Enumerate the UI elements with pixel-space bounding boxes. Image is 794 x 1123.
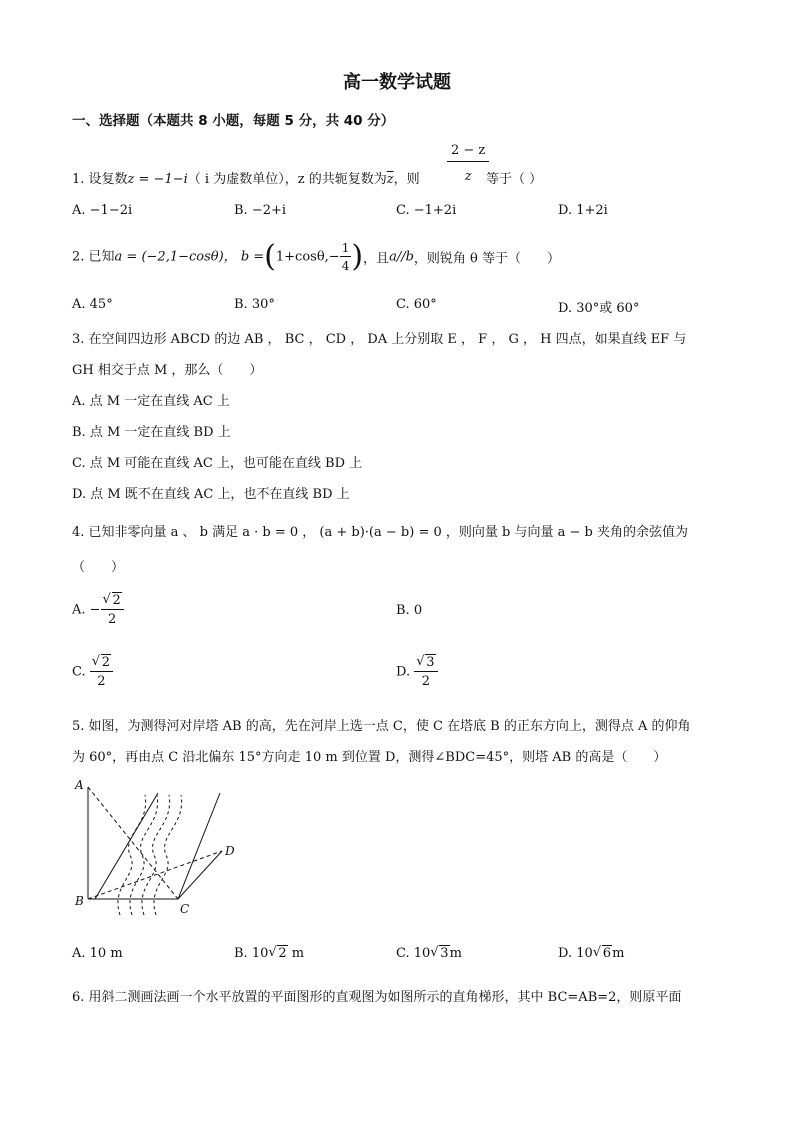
q1-frac-den: z: [464, 169, 472, 184]
q1-zbar: $\overline{z}$: [386, 172, 394, 187]
q5-option-b-unit: m: [291, 946, 305, 961]
question-1: [72, 168, 420, 187]
q3-line-2: GH 相交于点 M ，那么（ ）: [72, 363, 263, 378]
q5-option-d-unit: m: [612, 946, 625, 961]
q1-option-b: B. −2+i: [234, 203, 287, 218]
q3-option-a: A. 点 M 一定在直线 AC 上: [72, 394, 230, 409]
q5-option-d-rad: 6: [602, 946, 612, 961]
q5-option-a: A. 10 m: [72, 946, 123, 961]
q2-b-def-b: 1+cosθ,−: [275, 249, 340, 265]
q4-option-d: [396, 656, 438, 688]
q4-d-den: 2: [421, 674, 431, 689]
q3-option-c: C. 点 M 可能在直线 AC 上，也可能在直线 BD 上: [72, 456, 363, 471]
q2-frac-den: 4: [341, 259, 350, 273]
fig-label-a: A: [75, 778, 84, 792]
page-title: 高一数学试题: [343, 72, 451, 93]
q5-option-b: [234, 946, 304, 961]
q4-option-a-prefix: A. −: [72, 602, 101, 618]
q5-option-c-unit: m: [449, 946, 462, 961]
q2-option-b: B. 30°: [234, 297, 275, 312]
q5-option-d-prefix: D. 10: [558, 946, 593, 961]
q2-b-def-a: b =: [240, 249, 265, 265]
q2-text-a: 2. 已知: [72, 249, 115, 265]
river-wave-1: [118, 795, 146, 915]
river-bank-1: [95, 793, 158, 899]
q1-fraction: [447, 144, 489, 183]
q2-rparen: ): [351, 239, 364, 274]
q2-lparen: (: [264, 239, 276, 274]
q3-line-1: 3. 在空间四边形 ABCD 的边 AB ， BC ， CD ， DA 上分别取 E ， F ， G ， H 四点，如果直线 EF 与: [72, 332, 687, 347]
q4-line-2: （ ）: [72, 560, 125, 575]
q1-option-c: C. −1+2i: [396, 203, 457, 218]
line-cd: [178, 851, 222, 899]
q4-a-rad: 2: [112, 593, 121, 608]
q5-option-b-rad: 2: [278, 946, 287, 961]
q4-option-b: B. 0: [396, 603, 423, 618]
q4-c-rad: 2: [101, 655, 111, 670]
q4-option-c-prefix: C.: [72, 664, 86, 680]
q3-option-b: B. 点 M 一定在直线 BD 上: [72, 425, 231, 440]
q4-line-1: 4. 已知非零向量 a 、 b 满足 a · b = 0 ， (a + b)·(a − b) = 0 ，则向量 b 与向量 a − b 夹角的余弦值为: [72, 525, 688, 540]
q1-text-b: （ i 为虚数单位），: [187, 172, 298, 187]
fig-label-d: D: [225, 844, 235, 858]
q2-option-d: D. 30°或 60°: [558, 301, 640, 316]
q1-text-c: z 的共轭复数为: [297, 172, 387, 187]
q2-a-def: a = (−2,1−cosθ)，: [114, 249, 237, 265]
q5-line-2: 为 60°，再由点 C 沿北偏东 15°方向走 10 m 到位置 D，测得∠BDC=45°，则塔 AB 的高是（ ）: [72, 750, 667, 765]
line-ac: [88, 787, 178, 899]
q1-z-def: z = −1−i: [127, 172, 188, 187]
q5-option-b-prefix: B. 10: [234, 946, 269, 961]
river-bank-2: [178, 793, 220, 899]
q1-text-a: 1. 设复数: [72, 172, 128, 187]
q1-text-d: ，则: [393, 172, 420, 187]
tower-figure: [70, 775, 250, 925]
question-2: [72, 239, 560, 274]
q5-option-c-rad: 3: [440, 946, 449, 961]
q5-option-c: [396, 946, 462, 961]
fig-label-b: B: [75, 894, 84, 908]
q4-option-c: [72, 656, 113, 688]
q4-option-d-prefix: D.: [396, 664, 411, 680]
q1-frac-num: 2 − z: [451, 143, 486, 158]
q2-option-a: A. 45°: [72, 297, 113, 312]
q6-line-1: 6. 用斜二测画法画一个水平放置的平面图形的直观图为如图所示的直角梯形，其中 BC=AB=2，则原平面: [72, 990, 682, 1005]
q4-d-rad: 3: [426, 655, 435, 670]
q1-option-d: D. 1+2i: [558, 203, 608, 218]
q2-frac-num: 1: [341, 241, 350, 255]
q2-b-frac: [340, 242, 352, 272]
section-heading: 一、选择题（本题共 8 小题，每题 5 分，共 40 分）: [72, 113, 395, 129]
q2-text-c: ，则锐角 θ 等于（ ）: [413, 251, 560, 267]
q5-option-c-prefix: C. 10: [396, 946, 431, 961]
q1-option-a: A. −1−2i: [72, 203, 133, 218]
q2-cond: a//b: [389, 249, 414, 265]
q3-option-d: D. 点 M 既不在直线 AC 上，也不在直线 BD 上: [72, 487, 350, 502]
q5-option-d: [558, 946, 624, 961]
q4-a-den: 2: [108, 612, 117, 627]
q2-option-c: C. 60°: [396, 297, 437, 312]
q4-c-den: 2: [97, 674, 106, 689]
q5-line-1: 5. 如图，为测得河对岸塔 AB 的高，先在河岸上选一点 C，使 C 在塔底 B 的正东方向上，测得点 A 的仰角: [72, 719, 691, 734]
fig-label-c: C: [180, 902, 190, 916]
q4-option-a: [72, 594, 124, 626]
q2-text-b: ，且: [363, 251, 390, 267]
q1-tail: 等于（ ）: [486, 172, 543, 187]
